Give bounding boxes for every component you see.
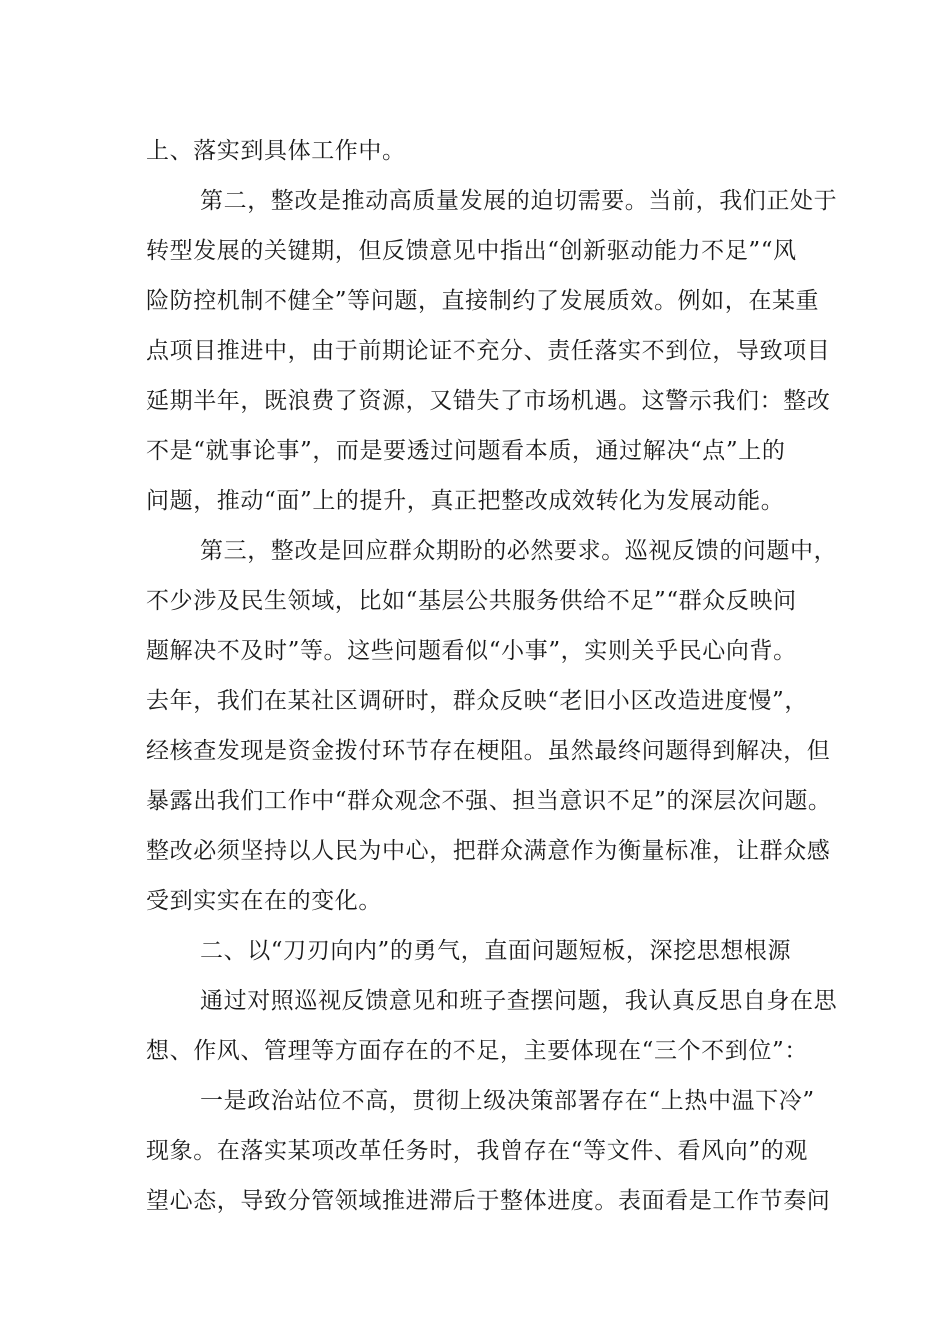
paragraph-start-line: 一是政治站位不高，贯彻上级决策部署存在“上热中温下冷” [200, 1088, 815, 1114]
text-line: 暴露出我们工作中“群众观念不强、担当意识不足”的深层次问题。 [146, 788, 832, 814]
text-line: 受到实实在在的变化。 [146, 888, 382, 914]
text-line: 上、落实到具体工作中。 [146, 138, 406, 164]
text-line: 现象。在落实某项改革任务时，我曾存在“等文件、看风向”的观 [146, 1138, 808, 1164]
text-line: 望心态，导致分管领域推进滞后于整体进度。表面看是工作节奏问 [146, 1188, 831, 1214]
text-line: 整改必须坚持以人民为中心，把群众满意作为衡量标准，让群众感 [146, 838, 831, 864]
text-line: 转型发展的关键期，但反馈意见中指出“创新驱动能力不足”“风 [146, 238, 797, 264]
text-line: 不是“就事论事”，而是要透过问题看本质，通过解决“点”上的 [146, 438, 786, 464]
text-line: 点项目推进中，由于前期论证不充分、责任落实不到位，导致项目 [146, 338, 831, 364]
paragraph-start-line: 第三，整改是回应群众期盼的必然要求。巡视反馈的问题中， [200, 538, 838, 564]
text-line: 经核查发现是资金拨付环节存在梗阻。虽然最终问题得到解决，但 [146, 738, 831, 764]
text-line: 题解决不及时”等。这些问题看似“小事”，实则关乎民心向背。 [146, 638, 797, 664]
text-line: 险防控机制不健全”等问题，直接制约了发展质效。例如，在某重 [146, 288, 820, 314]
text-line: 去年，我们在某社区调研时，群众反映“老旧小区改造进度慢”， [146, 688, 808, 714]
text-line: 问题，推动“面”上的提升，真正把整改成效转化为发展动能。 [146, 488, 785, 514]
section-heading: 二、以“刀刃向内”的勇气，直面问题短板，深挖思想根源 [200, 938, 792, 964]
paragraph-start-line: 第二，整改是推动高质量发展的迫切需要。当前，我们正处于 [200, 188, 838, 214]
text-line: 不少涉及民生领域，比如“基层公共服务供给不足”“群众反映问 [146, 588, 797, 614]
paragraph-start-line: 通过对照巡视反馈意见和班子查摆问题，我认真反思自身在思 [200, 988, 838, 1014]
text-line: 想、作风、管理等方面存在的不足，主要体现在“三个不到位”： [146, 1038, 808, 1064]
text-line: 延期半年，既浪费了资源，又错失了市场机遇。这警示我们：整改 [146, 388, 831, 414]
